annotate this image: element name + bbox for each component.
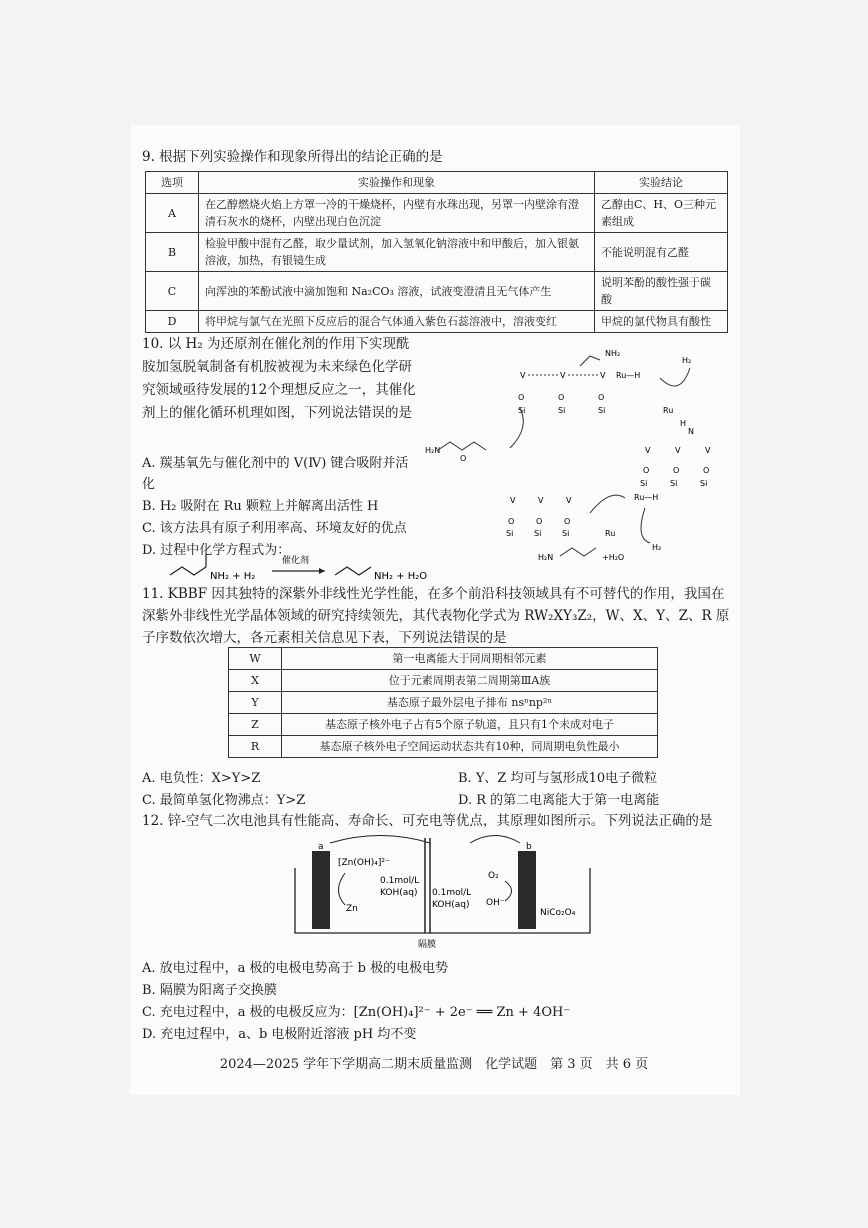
q11-option-b: B. Y、Z 均可与氢形成10电子微粒 <box>458 771 658 786</box>
page-footer: 2024—2025 学年下学期高二期末质量监测 化学试题 第 3 页 共 6 页 <box>219 1057 649 1072</box>
electrode-b-label: b <box>526 842 532 852</box>
o-label: O <box>564 517 571 526</box>
arrow-path <box>641 508 650 543</box>
element-info: 基态原子核外电子空间运动状态共有10种，同周期电负性最小 <box>282 736 658 758</box>
q12-option-b: B. 隔膜为阳离子交换膜 <box>142 983 277 998</box>
koh-label-right: KOH(aq) <box>432 900 470 910</box>
table-row <box>146 233 728 272</box>
o-label: O <box>508 517 515 526</box>
table-header-row <box>146 172 728 194</box>
si-label: Si <box>506 529 514 538</box>
ru-h-label: Ru—H <box>616 371 641 380</box>
nico2o4-label: NiCo₂O₄ <box>540 908 576 918</box>
q10-option-b: B. H₂ 吸附在 Ru 颗粒上并解离出活性 H <box>142 499 379 514</box>
table-row <box>229 648 658 670</box>
si-label: Si <box>670 479 678 488</box>
si-label: Si <box>518 406 526 415</box>
electrode-a <box>312 851 330 929</box>
h2-label: H₂ <box>682 356 692 365</box>
amide-chain <box>438 442 486 450</box>
si-label: Si <box>700 479 708 488</box>
q11-option-a: A. 电负性：X>Y>Z <box>142 771 261 786</box>
si-label: Si <box>598 406 606 415</box>
ru-h-label: Ru—H <box>634 493 659 502</box>
q9-stem: 9. 根据下列实验操作和现象所得出的结论正确的是 <box>142 149 443 165</box>
h-label: H <box>680 419 687 428</box>
row-conclusion: 乙醇由C、H、O三种元素组成 <box>595 194 728 233</box>
q10-option-d: D. 过程中化学方程式为： <box>142 543 291 558</box>
element-symbol: X <box>229 670 282 692</box>
row-option: D <box>146 311 199 333</box>
zincate-label: [Zn(OH)₄]²⁻ <box>338 858 390 868</box>
element-info: 基态原子核外电子占有5个原子轨道，且只有1个未成对电子 <box>282 714 658 736</box>
koh-concentration-right: 0.1mol/L <box>432 888 472 898</box>
ru-label: Ru <box>605 529 616 538</box>
o-label: O <box>673 466 680 475</box>
element-info: 位于元素周期表第二周期第ⅢA族 <box>282 670 658 692</box>
amine-chain <box>560 548 596 556</box>
v-label: V <box>510 496 516 505</box>
o-label: O <box>460 454 467 463</box>
q11-stem: 11. KBBF 因其独特的深紫外非线性光学性能，在多个前沿科技领域具有不可替代的作用，我国在深紫外非线性光学晶体领域的研究持续领先，其代表物化学式为 RW₂XY₃Z₂，W、X、Y、Z、R 原子序数依次增大，各元素相关信息见下表，下列说法错误的是 <box>142 586 730 646</box>
si-label: Si <box>534 529 542 538</box>
zinc-air-battery-diagram <box>290 833 600 953</box>
q10-stem: 10. 以 H₂ 为还原剂在催化剂的作用下实现酰胺加氢脱氧制备有机胺被视为未来绿色化学研究领域亟待发展的12个理想反应之一，其催化剂上的催化循环机理如图，下列说法错误的是 <box>142 336 416 421</box>
v-label: V <box>600 371 606 380</box>
arrow-head <box>319 568 325 574</box>
si-label: Si <box>562 529 570 538</box>
o2-label: O₂ <box>488 871 499 881</box>
external-wire <box>470 836 520 844</box>
v-label: V <box>705 446 711 455</box>
header-option: 选项 <box>146 172 199 194</box>
table-row <box>146 311 728 333</box>
q11-option-c: C. 最简单氢化物沸点：Y>Z <box>142 793 306 808</box>
koh-concentration-left: 0.1mol/L <box>380 876 420 886</box>
catalytic-cycle-diagram <box>420 338 725 570</box>
koh-label-left: KOH(aq) <box>380 888 418 898</box>
v-label: V <box>560 371 566 380</box>
row-operation: 检验甲酸中混有乙醛，取少量试剂，加入氢氧化钠溶液中和甲酸后，加入银氨溶液，加热，有银镜生成 <box>199 233 595 272</box>
element-symbol: R <box>229 736 282 758</box>
v-label: V <box>538 496 544 505</box>
n-label: N <box>688 427 694 436</box>
header-conclusion: 实验结论 <box>595 172 728 194</box>
eq-catalyst: 催化剂 <box>282 556 310 566</box>
bond <box>580 356 600 366</box>
row-conclusion: 不能说明混有乙醛 <box>595 233 728 272</box>
chain-bond <box>170 567 206 575</box>
table-row <box>229 714 658 736</box>
h2n-label: H₂N <box>425 446 441 455</box>
table-row <box>229 736 658 758</box>
row-option: B <box>146 233 199 272</box>
o-label: O <box>643 466 650 475</box>
product-chain <box>335 567 371 575</box>
v-label: V <box>645 446 651 455</box>
element-info: 第一电离能大于同周期相邻元素 <box>282 648 658 670</box>
zn-label: Zn <box>346 904 358 914</box>
row-operation: 将甲烷与氯气在光照下反应后的混合气体通入紫色石蕊溶液中，溶液变红 <box>199 311 595 333</box>
arrow-path <box>660 368 690 386</box>
header-operation: 实验操作和现象 <box>199 172 595 194</box>
external-wire <box>330 836 430 844</box>
v-label: V <box>675 446 681 455</box>
element-info: 基态原子最外层电子排布 nsⁿnp²ⁿ <box>282 692 658 714</box>
q10-option-a: A. 羰基氧先与催化剂中的 V(Ⅳ) 键合吸附并活化 <box>142 456 409 492</box>
q12-stem: 12. 锌-空气二次电池具有性能高、寿命长、可充电等优点，其原理如图所示。下列说法正确的是 <box>142 813 713 829</box>
si-label: Si <box>640 479 648 488</box>
cycle-arrow <box>339 873 346 905</box>
q11-table <box>228 647 658 758</box>
q12-option-c: C. 充电过程中，a 极的电极反应为：[Zn(OH)₄]²⁻ + 2e⁻ ══ Zn + 4OH⁻ <box>142 1005 571 1020</box>
ru-label: Ru <box>663 406 674 415</box>
row-conclusion: 说明苯酚的酸性强于碳酸 <box>595 272 728 311</box>
electrode-b <box>518 851 536 929</box>
q12-option-a: A. 放电过程中，a 极的电极电势高于 b 极的电极电势 <box>142 961 449 976</box>
catalyst-cluster-top <box>518 349 620 415</box>
o-label: O <box>598 393 605 402</box>
o-label: O <box>558 393 565 402</box>
row-operation: 向浑浊的苯酚试液中滴加饱和 Na₂CO₃ 溶液，试液变澄清且无气体产生 <box>199 272 595 311</box>
oh-label: OH⁻ <box>486 898 505 908</box>
q10-option-c: C. 该方法具有原子利用率高、环境友好的优点 <box>142 521 407 536</box>
table-row <box>146 194 728 233</box>
o-label: O <box>703 466 710 475</box>
q12-option-d: D. 充电过程中，a、b 电极附近溶液 pH 均不变 <box>142 1027 417 1042</box>
electrode-a-label: a <box>318 842 324 852</box>
row-option: C <box>146 272 199 311</box>
o-label: O <box>518 393 525 402</box>
table-row <box>229 692 658 714</box>
q11-option-d: D. R 的第二电离能大于第一电离能 <box>458 793 660 808</box>
eq-left: NH₂ + H₂ <box>210 571 256 582</box>
row-operation: 在乙醇燃烧火焰上方罩一冷的干燥烧杯，内壁有水珠出现，另罩一内壁涂有澄清石灰水的烧杯，内壁出现白色沉淀 <box>199 194 595 233</box>
element-symbol: Z <box>229 714 282 736</box>
h2-label: H₂ <box>652 543 662 552</box>
h2o-label: +H₂O <box>602 553 625 562</box>
q9-table <box>145 171 728 333</box>
o-label: O <box>536 517 543 526</box>
membrane-label: 隔膜 <box>418 940 437 950</box>
si-label: Si <box>558 406 566 415</box>
table-row <box>229 670 658 692</box>
nh2-label: NH₂ <box>605 349 621 358</box>
v-label: V <box>566 496 572 505</box>
table-row <box>146 272 728 311</box>
cycle-arrow <box>505 881 512 901</box>
arrow-path <box>590 495 625 513</box>
v-label: V <box>520 371 526 380</box>
row-option: A <box>146 194 199 233</box>
h2n-label: H₂N <box>538 553 554 562</box>
element-symbol: W <box>229 648 282 670</box>
row-conclusion: 甲烷的氯代物具有酸性 <box>595 311 728 333</box>
element-symbol: Y <box>229 692 282 714</box>
eq-right: NH₂ + H₂O <box>374 571 428 582</box>
